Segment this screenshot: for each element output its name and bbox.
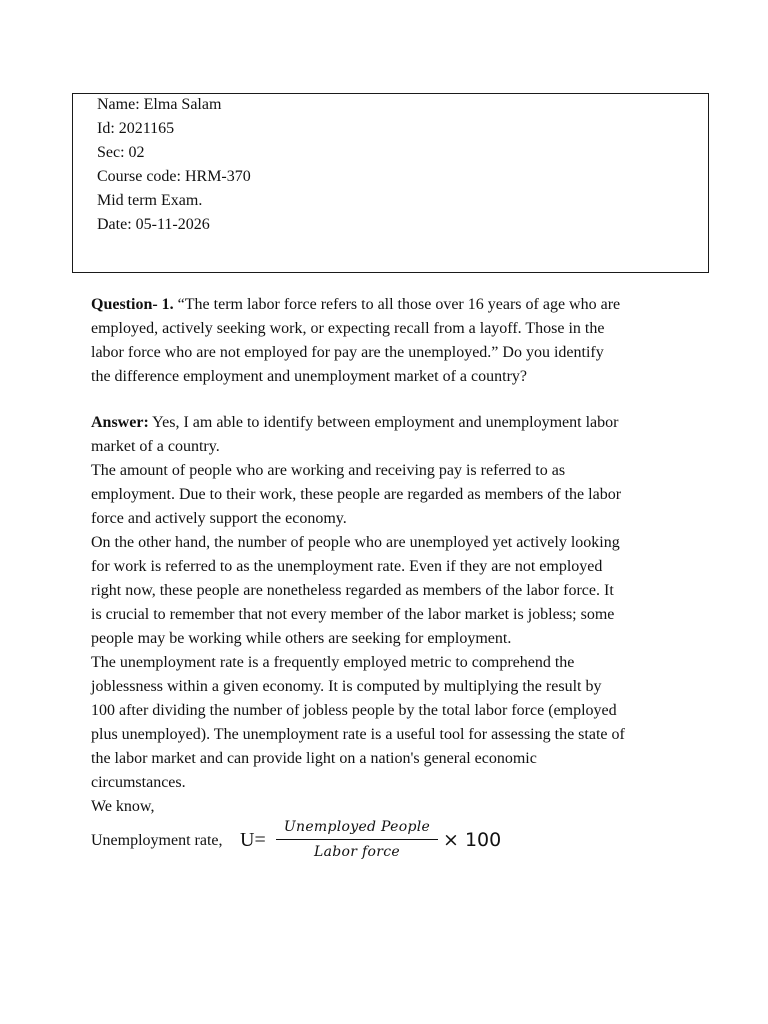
formula-denominator: Labor force: [314, 844, 400, 860]
question-label: Question- 1.: [91, 296, 174, 313]
student-id: Id: 2021165: [97, 120, 175, 137]
question-line: [91, 293, 620, 317]
answer-line: circumstances.: [91, 774, 186, 791]
answer-line: 100 after dividing the number of jobless people by the total labor force (employed: [91, 702, 617, 719]
formula-fraction: [276, 816, 438, 863]
answer-line: the labor market and can provide light on a nation's general economic: [91, 750, 537, 767]
answer-line: force and actively support the economy.: [91, 510, 347, 527]
course-code: Course code: HRM-370: [97, 168, 251, 185]
answer-line: for work is referred to as the unemployment rate. Even if they are not employed: [91, 558, 603, 575]
exam-date: Date: 05-11-2026: [97, 216, 210, 233]
fraction-bar: [276, 839, 438, 840]
answer-line: The amount of people who are working and receiving pay is referred to as: [91, 462, 566, 479]
answer-line: is crucial to remember that not every member of the labor market is jobless; some: [91, 606, 615, 623]
exam-title: Mid term Exam.: [97, 192, 203, 209]
formula-symbol: U=: [240, 829, 266, 851]
answer-line: right now, these people are nonetheless regarded as members of the labor force. It: [91, 582, 614, 599]
answer-line: plus unemployed). The unemployment rate is a useful tool for assessing the state of: [91, 726, 625, 743]
answer-line: We know,: [91, 798, 155, 815]
answer-line: [91, 411, 618, 435]
answer-line: people may be working while others are seeking for employment.: [91, 630, 512, 647]
formula-numerator: Unemployed People: [283, 819, 431, 835]
answer-line: market of a country.: [91, 438, 220, 455]
question-line: the difference employment and unemployment market of a country?: [91, 368, 527, 385]
answer-line: On the other hand, the number of people who are unemployed yet actively looking: [91, 534, 620, 551]
question-line: employed, actively seeking work, or expecting recall from a layoff. Those in the: [91, 320, 605, 337]
answer-line: employment. Due to their work, these people are regarded as members of the labor: [91, 486, 622, 503]
answer-text: Yes, I am able to identify between employment and unemployment labor: [148, 414, 619, 431]
answer-line: The unemployment rate is a frequently employed metric to comprehend the: [91, 654, 575, 671]
section: Sec: 02: [97, 144, 145, 161]
formula-multiplier: × 100: [443, 829, 502, 851]
question-line: labor force who are not employed for pay are the unemployed.” Do you identify: [91, 344, 604, 361]
question-text: “The term labor force refers to all those over 16 years of age who are: [173, 296, 621, 313]
student-name: Name: Elma Salam: [97, 96, 222, 113]
answer-line: joblessness within a given economy. It is computed by multiplying the result by: [91, 678, 602, 695]
answer-label: Answer:: [91, 414, 149, 431]
formula-label: Unemployment rate,: [91, 832, 223, 849]
